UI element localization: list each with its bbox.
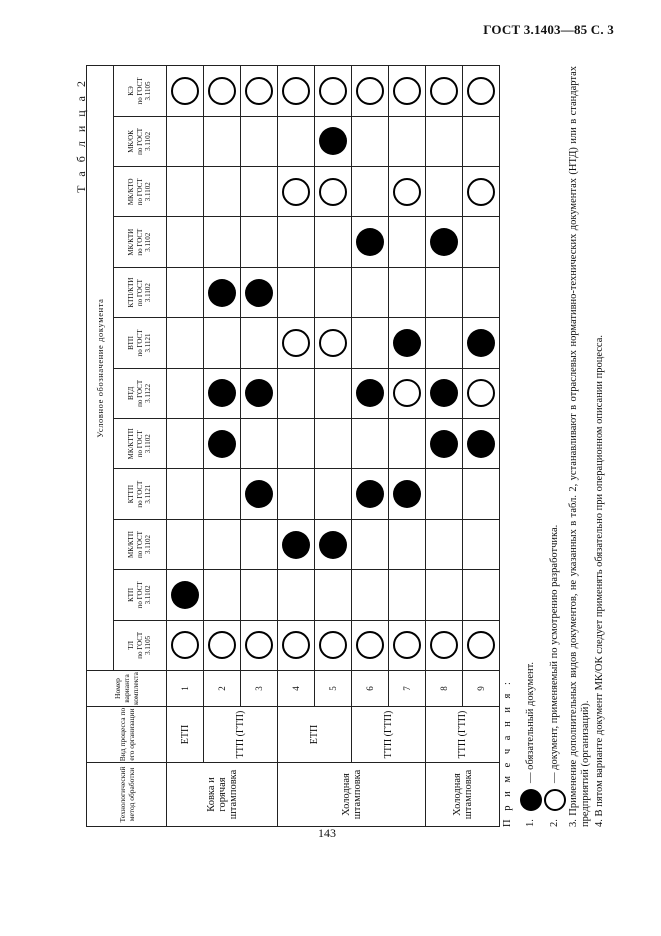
mark-cell <box>315 620 352 670</box>
open-circle-icon <box>319 631 347 659</box>
mark-cell <box>167 519 204 569</box>
filled-circle-icon <box>208 379 236 407</box>
column-header-std: по ГОСТ <box>135 581 144 609</box>
mark-cell <box>241 217 278 267</box>
filled-circle-icon <box>319 127 347 155</box>
mark-cell <box>315 469 352 519</box>
mark-cell <box>426 116 463 166</box>
mark-cell <box>389 519 426 569</box>
filled-circle-icon <box>356 480 384 508</box>
column-header-code: 3.1102 <box>144 535 153 555</box>
mark-cell <box>389 368 426 418</box>
column-header-code: 3.1105 <box>144 81 153 101</box>
page-number: 143 <box>318 826 336 840</box>
mark-cell <box>389 167 426 217</box>
column-header <box>114 66 167 116</box>
filled-circle-icon <box>282 531 310 559</box>
mark-cell <box>463 620 500 670</box>
mark-cell <box>463 368 500 418</box>
mark-cell <box>463 116 500 166</box>
mark-cell <box>389 469 426 519</box>
mark-cell <box>463 318 500 368</box>
process-type-cell: ЕТП <box>278 707 352 763</box>
column-header-std: по ГОСТ <box>135 178 144 206</box>
variant-number-cell: 9 <box>463 671 500 707</box>
column-header <box>114 217 167 267</box>
note-3: 3. Применение дополнительных видов документов, не указанных в табл. 2, устанавливают в отраслевых нормативно-технических документах (НТД) или в стандартах предприятий (организаций). <box>568 66 591 827</box>
table-row <box>167 66 204 827</box>
mark-cell <box>278 419 315 469</box>
mark-cell <box>463 217 500 267</box>
variant-number-cell: 5 <box>315 671 352 707</box>
mark-cell <box>352 217 389 267</box>
mark-cell <box>167 318 204 368</box>
open-circle-icon <box>393 379 421 407</box>
mark-cell <box>204 267 241 317</box>
mark-cell <box>315 419 352 469</box>
mark-cell <box>167 570 204 620</box>
mark-cell <box>315 217 352 267</box>
filled-circle-icon <box>208 279 236 307</box>
open-circle-icon <box>393 631 421 659</box>
column-header-name: МК/КТТП <box>127 428 136 460</box>
column-header <box>114 116 167 166</box>
column-header-std: по ГОСТ <box>135 379 144 407</box>
mark-cell <box>241 469 278 519</box>
mark-cell <box>241 66 278 116</box>
column-header-std: по ГОСТ <box>135 531 144 559</box>
mark-cell <box>426 419 463 469</box>
column-header-code: 3.1102 <box>144 434 153 454</box>
legend-open <box>544 66 566 827</box>
mark-cell <box>204 620 241 670</box>
mark-cell <box>352 570 389 620</box>
mark-cell <box>167 419 204 469</box>
mark-cell <box>167 217 204 267</box>
variant-number-cell: 1 <box>167 671 204 707</box>
mark-cell <box>241 318 278 368</box>
mark-cell <box>389 66 426 116</box>
mark-cell <box>241 570 278 620</box>
mark-cell <box>463 66 500 116</box>
filled-circle-icon <box>245 480 273 508</box>
mark-cell <box>204 570 241 620</box>
variant-number-cell: 3 <box>241 671 278 707</box>
mark-cell <box>278 267 315 317</box>
variant-number-cell: 2 <box>204 671 241 707</box>
open-circle-icon <box>171 77 199 105</box>
table-body <box>167 66 500 827</box>
table-row <box>204 66 241 827</box>
filled-circle-icon <box>171 581 199 609</box>
open-circle-icon <box>544 789 566 811</box>
filled-circle-icon <box>467 430 495 458</box>
method-cell: Холодная штамповка <box>278 763 426 827</box>
column-header-code: 3.1102 <box>144 283 153 303</box>
mark-cell <box>315 318 352 368</box>
open-circle-icon <box>467 178 495 206</box>
mark-cell <box>278 519 315 569</box>
mark-cell <box>315 267 352 317</box>
table-row <box>278 66 315 827</box>
mark-cell <box>167 368 204 418</box>
open-circle-icon <box>282 178 310 206</box>
open-circle-icon <box>319 178 347 206</box>
mark-cell <box>241 116 278 166</box>
mark-cell <box>278 167 315 217</box>
open-circle-icon <box>430 631 458 659</box>
mark-cell <box>278 368 315 418</box>
mark-cell <box>315 570 352 620</box>
mark-cell <box>463 419 500 469</box>
column-header-code: 3.1102 <box>144 232 153 252</box>
mark-cell <box>352 419 389 469</box>
method-cell: Ковка и горячая штамповка <box>167 763 278 827</box>
mark-cell <box>352 167 389 217</box>
mark-cell <box>426 570 463 620</box>
mark-cell <box>426 368 463 418</box>
filled-circle-icon <box>467 329 495 357</box>
column-header-std: по ГОСТ <box>135 631 144 659</box>
documents-table <box>86 65 500 827</box>
mark-cell <box>463 167 500 217</box>
mark-cell <box>352 267 389 317</box>
notes-title: П р и м е ч а н и я : <box>502 679 513 827</box>
column-header <box>114 419 167 469</box>
legend-open-text: — документ, применяемый по усмотрению разработчика. <box>549 524 560 783</box>
mark-cell <box>241 267 278 317</box>
mark-cell <box>352 318 389 368</box>
column-header-name: КЭ <box>127 86 136 96</box>
mark-cell <box>463 570 500 620</box>
open-circle-icon <box>430 77 458 105</box>
mark-cell <box>426 267 463 317</box>
mark-cell <box>204 66 241 116</box>
column-header-name: МК/КТИ <box>127 228 136 256</box>
mark-cell <box>167 167 204 217</box>
mark-cell <box>278 217 315 267</box>
header-docs-group: Условное обозначение документа <box>87 66 114 671</box>
mark-cell <box>389 419 426 469</box>
table-row <box>352 66 389 827</box>
legend-filled-num: 1. <box>525 819 536 827</box>
mark-cell <box>463 519 500 569</box>
column-header-std: по ГОСТ <box>135 77 144 105</box>
open-circle-icon <box>356 77 384 105</box>
mark-cell <box>241 167 278 217</box>
column-header <box>114 519 167 569</box>
column-header-std: по ГОСТ <box>135 480 144 508</box>
mark-cell <box>426 318 463 368</box>
column-header-name: ВТП <box>127 336 136 350</box>
column-header <box>114 267 167 317</box>
process-type-cell: ТТП (ГТП) <box>352 707 426 763</box>
mark-cell <box>389 116 426 166</box>
mark-cell <box>426 469 463 519</box>
filled-circle-icon <box>393 480 421 508</box>
process-type-cell: ЕТП <box>167 707 204 763</box>
mark-cell <box>204 419 241 469</box>
table-caption: Т а б л и ц а 2 <box>74 78 88 193</box>
column-header-code: 3.1102 <box>144 131 153 151</box>
open-circle-icon <box>319 77 347 105</box>
column-header-name: МК/КТО <box>127 178 136 206</box>
mark-cell <box>278 318 315 368</box>
mark-cell <box>426 217 463 267</box>
document-reference: ГОСТ 3.1403—85 С. 3 <box>483 22 614 37</box>
column-header <box>114 570 167 620</box>
table-row <box>426 66 463 827</box>
mark-cell <box>389 267 426 317</box>
open-circle-icon <box>467 379 495 407</box>
filled-circle-icon <box>208 430 236 458</box>
note-4: 4. В пятом варианте документ МК/ОК следует применять обязательно при операционном описании процесса. <box>594 335 605 827</box>
filled-circle-icon <box>430 379 458 407</box>
mark-cell <box>352 519 389 569</box>
open-circle-icon <box>393 178 421 206</box>
mark-cell <box>315 519 352 569</box>
legend-open-num: 2. <box>549 819 560 827</box>
variant-number-cell: 8 <box>426 671 463 707</box>
filled-circle-icon <box>356 379 384 407</box>
open-circle-icon <box>393 77 421 105</box>
column-header <box>114 620 167 670</box>
open-circle-icon <box>467 631 495 659</box>
column-header-code: 3.1102 <box>144 182 153 202</box>
mark-cell <box>352 368 389 418</box>
column-header <box>114 167 167 217</box>
method-cell: Холодная штамповка <box>426 763 500 827</box>
mark-cell <box>167 66 204 116</box>
legend-filled-text: — обязательный документ. <box>525 661 536 783</box>
open-circle-icon <box>282 329 310 357</box>
rotated-table-block <box>72 66 616 827</box>
column-header-name: МК/КТП <box>127 531 136 558</box>
mark-cell <box>204 318 241 368</box>
mark-cell <box>204 469 241 519</box>
variant-number-cell: 6 <box>352 671 389 707</box>
filled-circle-icon <box>430 228 458 256</box>
column-header <box>114 469 167 519</box>
mark-cell <box>426 167 463 217</box>
column-header-name: ВТД <box>127 386 136 400</box>
column-header-name: КТТП <box>127 485 136 504</box>
filled-circle-icon <box>245 279 273 307</box>
column-header-code: 3.1105 <box>144 635 153 655</box>
column-header-name: МК/ОК <box>127 130 136 153</box>
header-method: Технологический метод обработки <box>87 763 167 827</box>
variant-number-cell: 4 <box>278 671 315 707</box>
mark-cell <box>389 620 426 670</box>
mark-cell <box>278 66 315 116</box>
process-type-cell: ТТП (ГТП) <box>426 707 500 763</box>
open-circle-icon <box>208 77 236 105</box>
mark-cell <box>241 519 278 569</box>
mark-cell <box>167 267 204 317</box>
mark-cell <box>315 116 352 166</box>
column-header-code: 3.1121 <box>144 333 153 353</box>
mark-cell <box>278 469 315 519</box>
column-header-code: 3.1102 <box>144 585 153 605</box>
column-header <box>114 368 167 418</box>
header-process-type: Вид процесса по его организации <box>87 707 167 763</box>
column-header-code: 3.1121 <box>144 484 153 504</box>
mark-cell <box>389 570 426 620</box>
open-circle-icon <box>319 329 347 357</box>
filled-circle-icon <box>245 379 273 407</box>
mark-cell <box>315 368 352 418</box>
column-header-std: по ГОСТ <box>135 430 144 458</box>
notes-block <box>502 66 608 827</box>
mark-cell <box>241 419 278 469</box>
mark-cell <box>278 620 315 670</box>
filled-circle-icon <box>520 789 542 811</box>
mark-cell <box>241 368 278 418</box>
mark-cell <box>204 116 241 166</box>
variant-number-cell: 7 <box>389 671 426 707</box>
mark-cell <box>167 620 204 670</box>
column-header-name: КТП <box>127 587 136 602</box>
header-variant-no: Номер варианта комплекта <box>87 671 167 707</box>
filled-circle-icon <box>319 531 347 559</box>
mark-cell <box>278 570 315 620</box>
mark-cell <box>463 267 500 317</box>
mark-cell <box>352 116 389 166</box>
mark-cell <box>204 167 241 217</box>
mark-cell <box>204 519 241 569</box>
open-circle-icon <box>467 77 495 105</box>
process-type-cell: ТТП (ГТП) <box>204 707 278 763</box>
mark-cell <box>389 318 426 368</box>
column-header-name: ТЛ <box>127 640 136 650</box>
legend-filled <box>520 66 542 827</box>
column-header-std: по ГОСТ <box>135 228 144 256</box>
column-header-std: по ГОСТ <box>135 127 144 155</box>
mark-cell <box>204 217 241 267</box>
mark-cell <box>352 66 389 116</box>
mark-cell <box>463 469 500 519</box>
mark-cell <box>167 116 204 166</box>
mark-cell <box>278 116 315 166</box>
filled-circle-icon <box>430 430 458 458</box>
mark-cell <box>352 620 389 670</box>
mark-cell <box>167 469 204 519</box>
mark-cell <box>315 167 352 217</box>
column-header-std: по ГОСТ <box>135 279 144 307</box>
mark-cell <box>389 217 426 267</box>
mark-cell <box>426 519 463 569</box>
open-circle-icon <box>245 77 273 105</box>
open-circle-icon <box>282 77 310 105</box>
column-header-code: 3.1122 <box>144 383 153 403</box>
mark-cell <box>315 66 352 116</box>
mark-cell <box>241 620 278 670</box>
open-circle-icon <box>245 631 273 659</box>
open-circle-icon <box>356 631 384 659</box>
mark-cell <box>426 620 463 670</box>
mark-cell <box>426 66 463 116</box>
filled-circle-icon <box>356 228 384 256</box>
column-header-name: КТП/КТИ <box>127 277 136 308</box>
filled-circle-icon <box>393 329 421 357</box>
column-header-std: по ГОСТ <box>135 329 144 357</box>
column-header <box>114 318 167 368</box>
mark-cell <box>352 469 389 519</box>
open-circle-icon <box>208 631 236 659</box>
open-circle-icon <box>282 631 310 659</box>
open-circle-icon <box>171 631 199 659</box>
mark-cell <box>204 368 241 418</box>
